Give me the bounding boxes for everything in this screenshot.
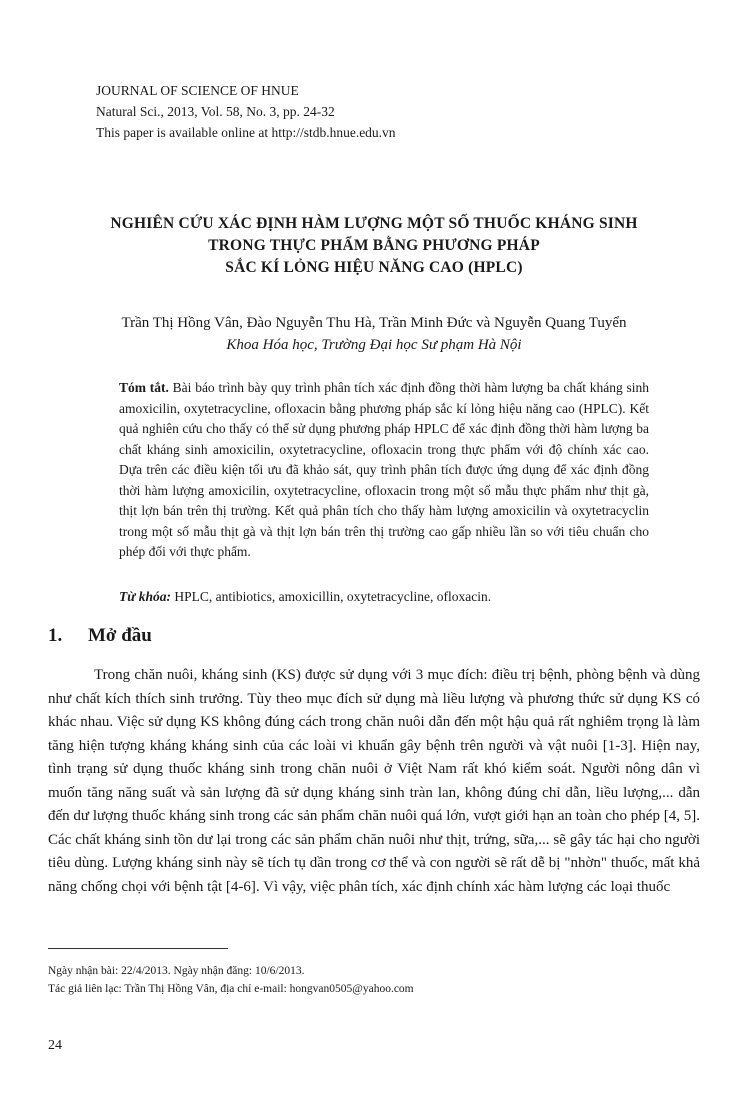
- section-heading: [48, 625, 152, 647]
- keywords: [119, 587, 649, 607]
- affiliation: Khoa Hóa học, Trường Đại học Sư phạm Hà Nội: [226, 337, 522, 353]
- keywords-text: HPLC, antibiotics, amoxicillin, oxytetracycline, ofloxacin.: [174, 589, 492, 604]
- title-line-3: SẮC KÍ LỎNG HIỆU NĂNG CAO (HPLC): [225, 259, 523, 276]
- footnote-divider: [48, 948, 228, 949]
- title-line-1: NGHIÊN CỨU XÁC ĐỊNH HÀM LƯỢNG MỘT SỐ THUỐC KHÁNG SINH: [110, 215, 638, 232]
- abstract: [119, 378, 649, 563]
- footnote-contact: Tác giả liên lạc: Trần Thị Hồng Vân, địa chỉ e-mail: hongvan0505@yahoo.com: [48, 983, 414, 995]
- footnotes: [48, 962, 700, 998]
- journal-citation: Natural Sci., 2013, Vol. 58, No. 3, pp. 24-32: [96, 104, 335, 119]
- paper-title: [40, 213, 708, 279]
- section-number: 1.: [48, 625, 63, 646]
- page-number: 24: [48, 1038, 62, 1053]
- keywords-label: Từ khóa:: [119, 589, 171, 604]
- journal-availability: This paper is available online at http://stdb.hnue.edu.vn: [96, 125, 396, 140]
- footnote-dates: Ngày nhận bài: 22/4/2013. Ngày nhận đăng: 10/6/2013.: [48, 965, 305, 977]
- title-line-2: TRONG THỰC PHẨM BẰNG PHƯƠNG PHÁP: [208, 237, 540, 254]
- body-paragraph: Trong chăn nuôi, kháng sinh (KS) được sử dụng với 3 mục đích: điều trị bệnh, phòng bệnh và dùng như chất kích thích sinh trưởng. Tùy theo mục đích sử dụng mà liều lượng và phương thức sử dụng KS có khác nhau. Việc sử dụng KS không đúng cách trong chăn nuôi dẫn đến một hậu quả rất nghiêm trọng là làm tăng hiện tượng kháng kháng sinh của các loài vi khuẩn gây bệnh trên người và vật nuôi [1-3]. Hiện nay, tình trạng sử dụng thuốc kháng sinh trong chăn nuôi ở Việt Nam rất khó kiểm soát. Người nông dân vì muốn tăng năng suất và sản lượng đã sử dụng kháng sinh tràn lan, không đúng chỉ dẫn, liều lượng,... dẫn đến dư lượng thuốc kháng sinh trong các sản phẩm chăn nuôi quá lớn, vượt giới hạn an toàn cho phép [4, 5]. Các chất kháng sinh tồn dư lại trong các sản phẩm chăn nuôi như thịt, trứng, sữa,... sẽ gây tác hại cho người tiêu dùng. Lượng kháng sinh này sẽ tích tụ dần trong cơ thể và con người sẽ rất dễ bị "nhờn" thuốc, mất khả năng chống chọi với bệnh tật [4-6]. Vì vậy, việc phân tích, xác định chính xác hàm lượng các loại thuốc: [48, 667, 700, 895]
- journal-name: JOURNAL OF SCIENCE OF HNUE: [96, 83, 299, 98]
- abstract-label: Tóm tắt.: [119, 380, 169, 395]
- journal-header: [96, 80, 656, 143]
- section-title: Mở đầu: [88, 625, 152, 646]
- authors: Trần Thị Hồng Vân, Đào Nguyễn Thu Hà, Trần Minh Đức và Nguyễn Quang Tuyển: [121, 315, 627, 331]
- abstract-text: Bài báo trình bày quy trình phân tích xác định đồng thời hàm lượng ba chất kháng sinh amoxicilin, oxytetracycline, ofloxacin bằng phương pháp sắc kí lỏng hiệu năng cao (HPLC). Kết quả nghiên cứu cho thấy có thể sử dụng phương pháp HPLC để xác định đồng thời hàm lượng ba chất kháng sinh amoxicilin, oxytetracycline, ofloxacin trong thực phẩm với độ chính xác cao. Dựa trên các điều kiện tối ưu đã khảo sát, quy trình phân tích được ứng dụng để xác định đồng thời hàm lượng amoxicilin, oxytetracycline, ofloxacin trong một số mẫu thực phẩm như thịt gà, thịt lợn bán trên thị trường. Kết quả phân tích cho thấy hàm lượng amoxicilin và oxytetracyclin trong một số mẫu thịt gà và thịt lợn bán trên thị trường cao gấp nhiều lần so với tiêu chuẩn cho phép đối với thực phẩm.: [119, 380, 650, 559]
